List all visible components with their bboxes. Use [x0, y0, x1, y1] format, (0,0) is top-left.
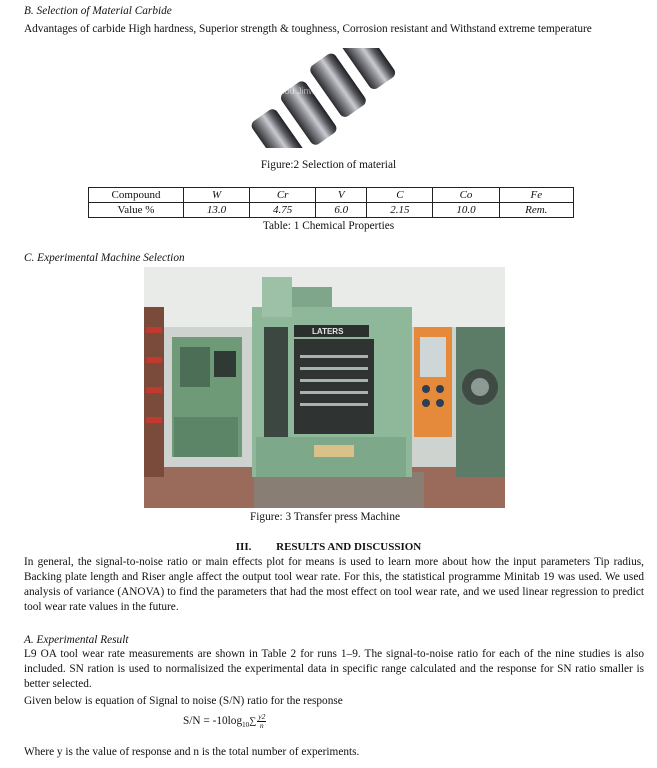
section-b-heading: B. Selection of Material Carbide [24, 5, 172, 17]
transfer-press-machine-illustration [144, 267, 505, 508]
table-cell: V [316, 188, 367, 203]
figure-3-caption: Figure: 3 Transfer press Machine [250, 511, 400, 523]
experimental-result-paragraph: L9 OA tool wear rate measurements are shown in Table 2 for runs 1–9. The signal-to-noise ratio for each of the nine studies is also included. SN ration is used to normalisized the experimental data in specific range calculated and the response for SN ratio smaller is better selected. [24, 648, 644, 690]
equation-lhs: S/N = -10log [183, 715, 243, 728]
table-cell: Compound [89, 188, 184, 203]
sn-ratio-equation [183, 713, 266, 733]
equation-subscript: 10 [242, 721, 250, 730]
table-cell: Value % [89, 203, 184, 218]
figure-2-watermark: Xinzhou Jinwu [262, 86, 321, 96]
table-cell: C [367, 188, 433, 203]
table-cell: 4.75 [250, 203, 316, 218]
equation-fraction [257, 713, 266, 730]
carbide-rods-illustration [230, 48, 420, 148]
equation-denominator: n [259, 721, 264, 730]
section-b-text: Advantages of carbide High hardness, Superior strength & toughness, Corrosion resistant and Withstand extreme temperature [24, 23, 592, 35]
results-heading: III. RESULTS AND DISCUSSION [235, 541, 422, 553]
equation-intro: Given below is equation of Signal to noise (S/N) ratio for the response [24, 695, 343, 707]
figure-2-caption: Figure:2 Selection of material [260, 159, 397, 171]
table-1-caption: Table: 1 Chemical Properties [262, 220, 395, 232]
equation-sigma: ∑ [249, 716, 257, 728]
section-c-heading: C. Experimental Machine Selection [24, 252, 185, 264]
table-cell: Fe [499, 188, 573, 203]
table-cell: 6.0 [316, 203, 367, 218]
table-cell: Rem. [499, 203, 573, 218]
table-cell: Cr [250, 188, 316, 203]
press-machine-label: LATERS [312, 327, 344, 336]
figure-3-image [144, 267, 505, 508]
table-cell: Co [433, 188, 499, 203]
equation-numerator: y2 [258, 712, 266, 721]
table-cell: 2.15 [367, 203, 433, 218]
chemical-properties-table [88, 187, 574, 218]
table-cell: W [184, 188, 250, 203]
figure-2-image [230, 48, 420, 148]
equation-where-text: Where y is the value of response and n is the total number of experiments. [24, 746, 360, 758]
table-cell: 13.0 [184, 203, 250, 218]
results-paragraph: In general, the signal-to-noise ratio or main effects plot for means is used to learn more about how the input parameters Tip radius, Backing plate length and Riser angle affect the output tool wear rate. For this, the statistical programme Minitab 19 was used. We used analysis of variance (ANOVA) to find the parameters that had the most effect on tool wear rate, and we used linear regression to predict tool wear rate values in the future. [24, 556, 644, 613]
table-header-row [89, 188, 574, 203]
table-row [89, 203, 574, 218]
section-a-heading: A. Experimental Result [24, 634, 129, 646]
table-cell: 10.0 [433, 203, 499, 218]
